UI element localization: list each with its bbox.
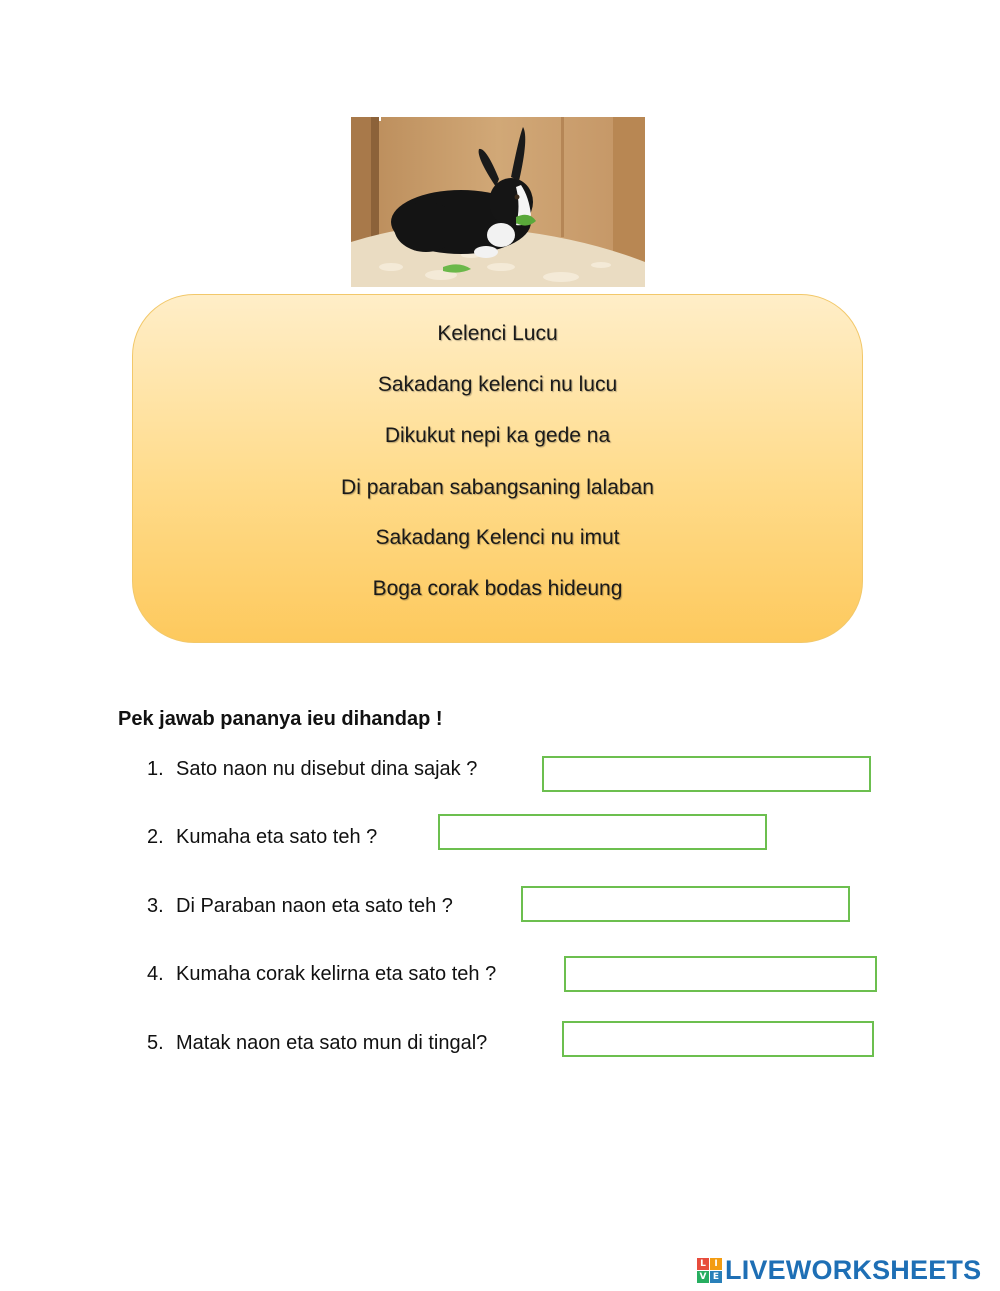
poem-line-2: Dikukut nepi ka gede na xyxy=(384,424,611,447)
question-text: Sato naon nu disebut dina sajak ? xyxy=(176,758,478,780)
answer-input-4[interactable] xyxy=(564,956,877,992)
question-2 xyxy=(147,826,377,849)
question-3 xyxy=(147,895,453,918)
answer-input-1[interactable] xyxy=(542,756,871,792)
answer-input-5[interactable] xyxy=(562,1021,874,1057)
rabbit-photo xyxy=(351,117,645,287)
logo-block: E xyxy=(710,1271,722,1283)
question-number: 1. xyxy=(147,758,164,780)
instruction-heading: Pek jawab pananya ieu dihandap ! xyxy=(118,708,443,730)
poem-box xyxy=(132,294,863,643)
answer-input-2[interactable] xyxy=(438,814,767,850)
poem-line-5: Boga corak bodas hideung xyxy=(372,577,623,600)
poem-line-4: Sakadang Kelenci nu imut xyxy=(375,526,620,549)
question-text: Kumaha corak kelirna eta sato teh ? xyxy=(176,963,497,985)
question-5 xyxy=(147,1032,487,1055)
question-number: 4. xyxy=(147,963,164,985)
logo-text: LIVEWORKSHEETS xyxy=(725,1254,982,1285)
liveworksheets-logo xyxy=(697,1255,981,1285)
answer-input-3[interactable] xyxy=(521,886,850,922)
question-1 xyxy=(147,758,477,781)
question-number: 2. xyxy=(147,826,164,848)
poem-line-1: Sakadang kelenci nu lucu xyxy=(377,373,618,396)
question-text: Di Paraban naon eta sato teh ? xyxy=(176,895,453,917)
poem-line-3: Di paraban sabangsaning lalaban xyxy=(341,476,654,499)
question-4 xyxy=(147,963,496,986)
question-number: 3. xyxy=(147,895,164,917)
question-number: 5. xyxy=(147,1032,164,1054)
logo-block: V xyxy=(697,1271,709,1283)
question-text: Matak naon eta sato mun di tingal? xyxy=(176,1032,488,1054)
question-text: Kumaha eta sato teh ? xyxy=(176,826,378,848)
logo-block: L xyxy=(697,1258,709,1270)
rabbit-illustration xyxy=(351,117,645,287)
poem-title: Kelenci Lucu xyxy=(437,322,558,345)
logo-block: I xyxy=(710,1258,722,1270)
logo-blocks-icon xyxy=(697,1258,722,1283)
